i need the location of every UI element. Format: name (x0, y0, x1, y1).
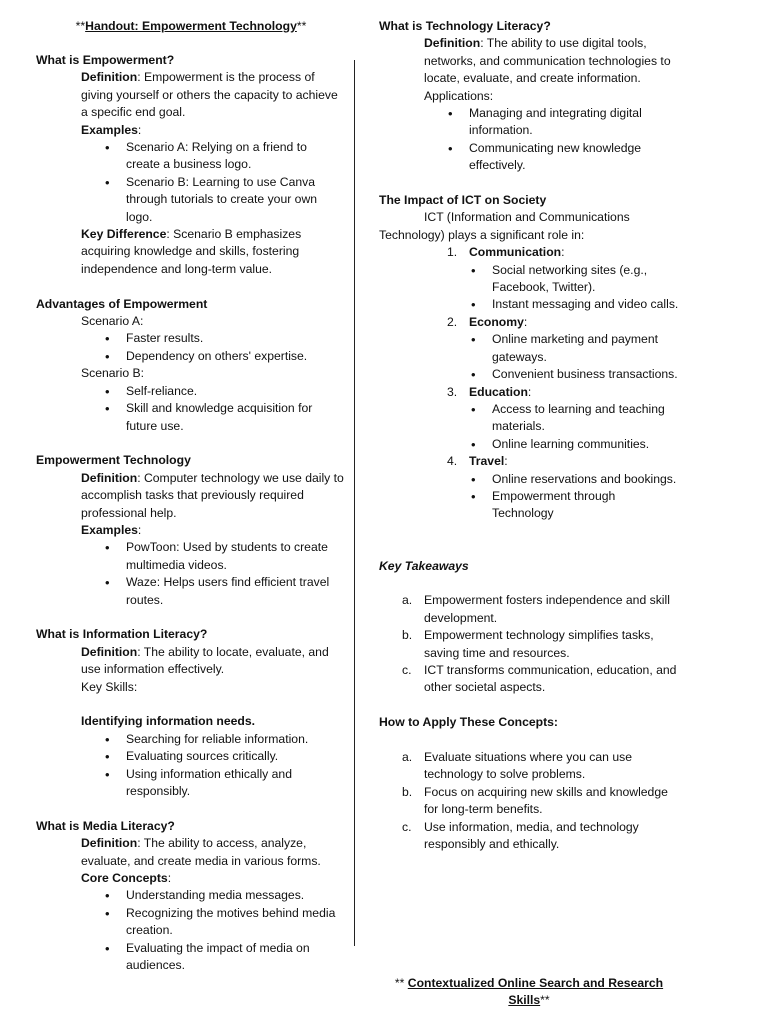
section-heading: Empowerment Technology (36, 453, 191, 468)
list-item: • Evaluating the impact of media on audiences. (126, 940, 344, 975)
sub-list (469, 331, 679, 383)
takeaways-list (379, 592, 679, 696)
list-item: • Access to learning and teaching materials. (492, 401, 679, 436)
section-empowerment-technology (36, 452, 344, 609)
list-item: • Using information ethically and responsibly. (126, 766, 344, 801)
footer-line1: Contextualized Online Search and Research (407, 976, 664, 990)
list-item: • Communicating new knowledge effectively. (469, 140, 679, 175)
list-item: • Understanding media messages. (126, 887, 344, 904)
list-item: • Evaluating sources critically. (126, 748, 344, 765)
list-item: • Empowerment through Technology (492, 488, 679, 523)
handout-title (66, 18, 316, 35)
ict-intro: ICT (Information and Communications Technology) plays a significant role in: (379, 210, 630, 242)
section-ict-impact (379, 192, 679, 523)
sub-list (469, 401, 679, 453)
column-divider (354, 60, 355, 946)
section-how-to-apply (379, 714, 679, 853)
footer-heading (379, 975, 679, 1010)
list-item: • Faster results. (126, 330, 344, 347)
examples-label: Examples: (81, 122, 142, 137)
concepts-list (36, 887, 344, 974)
ict-areas-list (379, 244, 679, 523)
title-prefix: ** (75, 19, 86, 33)
title-suffix: ** (296, 19, 307, 33)
right-column (379, 18, 679, 853)
definition: Definition: The ability to access, analyze, evaluate, and create media in various forms. (81, 836, 321, 868)
sub-list (469, 471, 679, 523)
sub-list (469, 262, 679, 314)
section-key-takeaways (379, 558, 679, 697)
definition: Definition: The ability to locate, evaluate, and use information effectively. (81, 644, 329, 677)
list-item: • PowToon: Used by students to create multimedia videos. (126, 539, 344, 574)
list-item: c. ICT transforms communication, education, and other societal aspects. (402, 662, 677, 695)
list-item: b. Focus on acquiring new skills and knowledge for long-term benefits. (402, 784, 668, 817)
examples-label: Examples: (81, 522, 142, 537)
ict-area-travel: 4. Travel: • Online reservations and bookings. • Empowerment through Technology (469, 453, 679, 523)
key-skills-label: Key Skills: (81, 679, 138, 694)
list-item: • Managing and integrating digital information. (469, 105, 679, 140)
section-heading: What is Empowerment? (36, 53, 175, 67)
section-advantages (36, 296, 344, 435)
footer-line2: Skills (508, 993, 541, 1008)
skills-list (36, 731, 344, 801)
footer-suffix: ** (540, 993, 550, 1008)
section-heading: Advantages of Empowerment (36, 296, 208, 311)
examples-list (36, 139, 344, 226)
list-item: • Convenient business transactions. (492, 366, 679, 383)
ict-area-communication: 1. Communication: • Social networking sites (e.g., Facebook, Twitter). • Instant messaging and video calls. (469, 244, 679, 314)
ict-area-education: 3. Education: • Access to learning and teaching materials. • Online learning communities. (469, 384, 679, 454)
scenario-a-label: Scenario A: (81, 314, 144, 329)
ict-area-economy: 2. Economy: • Online marketing and payment gateways. • Convenient business transactions. (469, 314, 679, 384)
list-item: • Recognizing the motives behind media creation. (126, 905, 344, 940)
title-text: Handout: Empowerment Technology (85, 19, 297, 33)
section-heading: Key Takeaways (379, 558, 469, 573)
examples-list (36, 539, 344, 609)
list-item: • Skill and knowledge acquisition for future use. (126, 400, 344, 435)
key-difference: Key Difference: Scenario B emphasizes acquiring knowledge and skills, fostering independence and long-term value. (81, 227, 302, 276)
list-item: • Online marketing and payment gateways. (492, 331, 679, 366)
list-item: • Searching for reliable information. (126, 731, 344, 748)
scenario-a-list (36, 330, 344, 365)
section-heading: What is Media Literacy? (36, 818, 175, 833)
list-item: b. Empowerment technology simplifies tasks, saving time and resources. (402, 628, 654, 660)
list-item: • Dependency on others' expertise. (126, 348, 344, 365)
list-item: c. Use information, media, and technology responsibly and ethically. (402, 819, 639, 851)
list-item: • Scenario B: Learning to use Canva through tutorials to create your own logo. (126, 174, 344, 226)
list-item: a. Empowerment fosters independence and skill development. (402, 593, 670, 625)
list-item: • Scenario A: Relying on a friend to create a business logo. (126, 139, 344, 174)
list-item: • Self-reliance. (126, 383, 344, 400)
section-heading: The Impact of ICT on Society (379, 193, 547, 208)
section-information-literacy (36, 626, 344, 800)
section-technology-literacy (379, 18, 679, 175)
definition: Definition: Empowerment is the process of giving yourself or others the capacity to achieve a specific end goal. (81, 70, 338, 120)
definition: Definition: Computer technology we use daily to accomplish tasks that previously required professional help. (81, 470, 344, 520)
scenario-b-list (36, 383, 344, 435)
section-heading: What is Technology Literacy? (379, 19, 551, 33)
list-item: • Online reservations and bookings. (492, 471, 679, 488)
section-heading: How to Apply These Concepts: (379, 715, 558, 730)
left-column (36, 52, 344, 974)
scenario-b-label: Scenario B: (81, 366, 145, 381)
applications-list (379, 105, 679, 175)
section-empowerment (36, 52, 344, 278)
list-item: a. Evaluate situations where you can use technology to solve problems. (402, 749, 632, 782)
apply-list (379, 749, 679, 853)
list-item: • Instant messaging and video calls. (492, 296, 679, 313)
section-heading: What is Information Literacy? (36, 627, 208, 642)
definition: Definition: The ability to use digital tools, networks, and communication technologies to locate, evaluate, and create information. (424, 36, 671, 86)
applications-label: Applications: (424, 88, 494, 103)
list-item: • Waze: Helps users find efficient travel routes. (126, 574, 344, 609)
core-concepts-label: Core Concepts: (81, 871, 172, 886)
footer-prefix: ** (394, 976, 408, 990)
list-item: • Online learning communities. (492, 436, 679, 453)
list-item: • Social networking sites (e.g., Facebook, Twitter). (492, 262, 679, 297)
section-media-literacy (36, 818, 344, 975)
subheading: Identifying information needs. (81, 714, 256, 729)
